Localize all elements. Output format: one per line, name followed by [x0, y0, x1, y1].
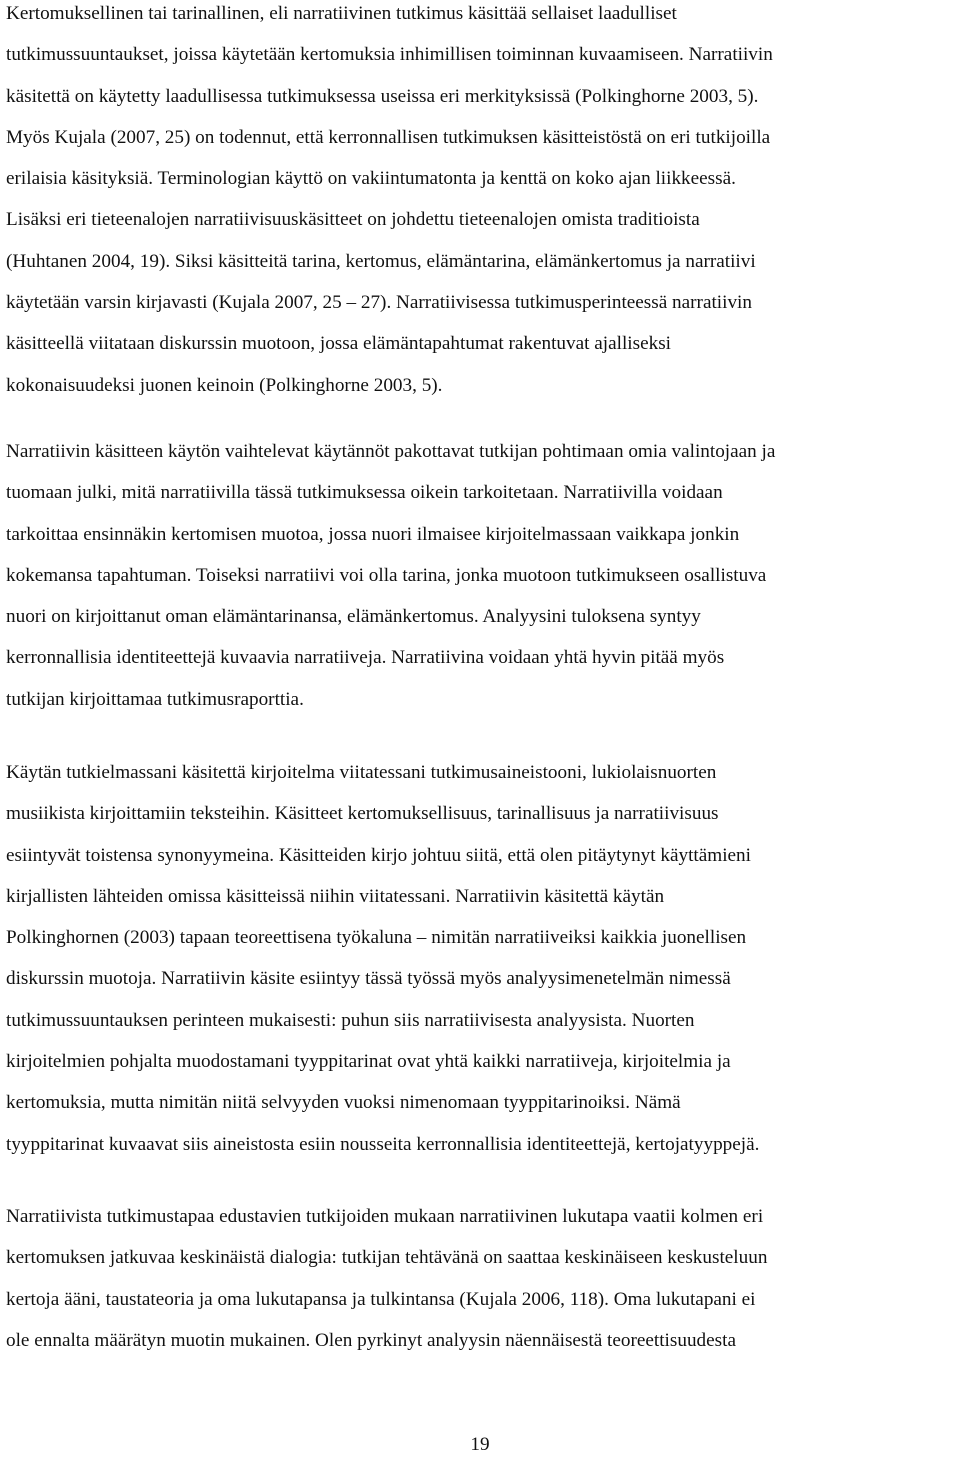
page-number: 19 — [470, 1434, 490, 1455]
text-line: Polkinghornen (2003) tapaan teoreettisena työkaluna – nimitän narratiiveiksi kaikkia juonellisen — [6, 927, 747, 949]
text-line: esiintyvät toistensa synonyymeina. Käsitteiden kirjo johtuu siitä, että olen pitäytynyt käyttämieni — [6, 844, 751, 866]
text-line: diskurssin muotoja. Narratiivin käsite esiintyy tässä työssä myös analyysimenetelmän nimessä — [6, 968, 731, 990]
text-line: kirjallisten lähteiden omissa käsitteissä niihin viitatessani. Narratiivin käsitettä käytän — [6, 885, 665, 907]
text-line: nuori on kirjoittanut oman elämäntarinansa, elämänkertomus. Analyysini tuloksena syntyy — [6, 606, 701, 628]
text-line: tuomaan julki, mitä narratiivilla tässä tutkimuksessa oikein tarkoitetaan. Narratiivilla voidaan — [6, 482, 723, 504]
text-line: käytetään varsin kirjavasti (Kujala 2007, 25 – 27). Narratiivisessa tutkimusperinteessä narratiivin — [6, 292, 752, 314]
text-line: kerronnallisia identiteettejä kuvaavia narratiiveja. Narratiivina voidaan yhtä hyvin pitää myös — [6, 647, 725, 669]
paragraph-narrative-usage — [6, 431, 958, 720]
text-line: Myös Kujala (2007, 25) on todennut, että kerronnallisen tutkimuksen käsitteistöstä on eri tutkijoilla — [6, 126, 771, 148]
text-line: Lisäksi eri tieteenalojen narratiivisuuskäsitteet on johdettu tieteenalojen omista traditioista — [6, 209, 700, 231]
text-line: kertomuksen jatkuvaa keskinäistä dialogia: tutkijan tehtävänä on saattaa keskinäiseen keskusteluun — [6, 1247, 768, 1269]
text-line: tarkoittaa ensinnäkin kertomisen muotoa, jossa nuori ilmaisee kirjoitelmassaan vaikkapa jonkin — [6, 523, 740, 545]
text-line: Narratiivista tutkimustapaa edustavien tutkijoiden mukaan narratiivinen lukutapa vaatii kolmen eri — [6, 1206, 764, 1227]
text-line: (Huhtanen 2004, 19). Siksi käsitteitä tarina, kertomus, elämäntarina, elämänkertomus ja narratiivi — [6, 250, 756, 272]
paragraph-reading-method — [6, 1196, 958, 1361]
text-line: kertomuksia, mutta nimitän niitä selvyyden vuoksi nimenomaan tyyppitarinoiksi. Nämä — [6, 1092, 681, 1114]
text-line: käsitteellä viitataan diskurssin muotoon, jossa elämäntapahtumat rakentuvat ajalliseksi — [6, 333, 671, 355]
text-line: musiikista kirjoittamiin teksteihin. Käsitteet kertomuksellisuus, tarinallisuus ja narratiivisuus — [6, 803, 719, 825]
text-line: käsitettä on käytetty laadullisessa tutkimuksessa useissa eri merkityksissä (Polkinghorne 2003, 5). — [6, 85, 759, 107]
text-line: kokonaisuudeksi juonen keinoin (Polkinghorne 2003, 5). — [6, 374, 443, 396]
text-line: Kertomuksellinen tai tarinallinen, eli narratiivinen tutkimus käsittää sellaiset laadulliset — [6, 3, 677, 24]
text-line: Käytän tutkielmassani käsitettä kirjoitelma viitatessani tutkimusaineistooni, lukiolaisnuorten — [6, 762, 717, 783]
paragraph-terminology — [6, 752, 958, 1165]
text-line: kertoja ääni, taustateoria ja oma lukutapansa ja tulkintansa (Kujala 2006, 118). Oma lukutapani ei — [6, 1288, 756, 1310]
text-line: kokemansa tapahtuman. Toiseksi narratiivi voi olla tarina, jonka muotoon tutkimukseen osallistuva — [6, 564, 767, 586]
text-line: Narratiivin käsitteen käytön vaihtelevat käytännöt pakottavat tutkijan pohtimaan omia valintojaan ja — [6, 441, 776, 462]
text-line: tutkimussuuntaukset, joissa käytetään kertomuksia inhimillisen toiminnan kuvaamiseen. Narratiivin — [6, 44, 773, 66]
text-line: tutkimussuuntauksen perinteen mukaisesti: puhun siis narratiivisesta analyysista. Nuorten — [6, 1009, 695, 1031]
paragraph-narrative-definition — [6, 0, 958, 406]
text-line: ole ennalta määrätyn muotin mukainen. Olen pyrkinyt analyysin näennäisestä teoreettisuudesta — [6, 1329, 736, 1351]
text-line: erilaisia käsityksiä. Terminologian käyttö on vakiintumatonta ja kenttä on koko ajan liikkeessä. — [6, 168, 736, 190]
text-line: tyyppitarinat kuvaavat siis aineistosta esiin nousseita kerronnallisia identiteettejä, kertojatyyppejä. — [6, 1133, 760, 1155]
text-line: tutkijan kirjoittamaa tutkimusraporttia. — [6, 688, 304, 710]
text-line: kirjoitelmien pohjalta muodostamani tyyppitarinat ovat yhtä kaikki narratiiveja, kirjoitelmia ja — [6, 1051, 731, 1073]
